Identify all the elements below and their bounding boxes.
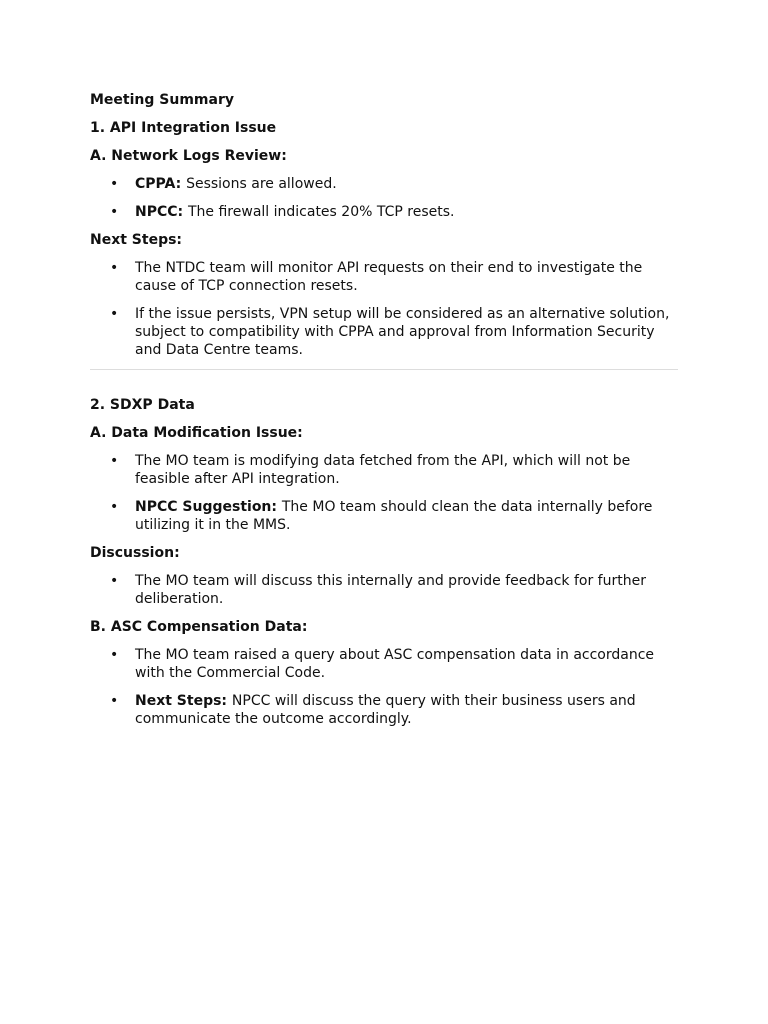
item-text: Sessions are allowed.	[186, 176, 337, 192]
list-item	[90, 259, 678, 295]
bullet-icon: •	[110, 499, 119, 515]
item-lead: CPPA:	[135, 176, 187, 192]
section-divider	[90, 369, 678, 370]
section-1-heading: 1. API Integration Issue	[90, 120, 277, 136]
list-item	[90, 498, 678, 534]
next-steps-heading: Next Steps:	[90, 232, 183, 248]
bullet-icon: •	[110, 204, 119, 220]
list-item	[90, 305, 678, 359]
list-item	[90, 646, 678, 682]
item-text: The firewall indicates 20% TCP resets.	[188, 204, 455, 220]
item-text: The MO team raised a query about ASC compensation data in accordance with the Commercial Code.	[135, 647, 655, 681]
list-item	[90, 572, 678, 608]
item-text: The MO team will discuss this internally and provide feedback for further deliberation.	[135, 573, 646, 607]
asc-compensation-heading: B. ASC Compensation Data:	[90, 619, 308, 635]
list-item	[90, 203, 678, 221]
discussion-heading: Discussion:	[90, 545, 180, 561]
next-steps-list	[90, 259, 678, 359]
section-2-heading: 2. SDXP Data	[90, 397, 195, 413]
discussion-list	[90, 572, 678, 608]
data-modification-heading: A. Data Modification Issue:	[90, 425, 303, 441]
list-item	[90, 452, 678, 488]
bullet-icon: •	[110, 573, 119, 589]
asc-compensation-list	[90, 646, 678, 728]
bullet-icon: •	[110, 693, 119, 709]
item-text: The NTDC team will monitor API requests on their end to investigate the cause of TCP connection resets.	[135, 260, 643, 294]
item-lead: NPCC Suggestion:	[135, 499, 282, 515]
bullet-icon: •	[110, 453, 119, 469]
item-text: The MO team is modifying data fetched from the API, which will not be feasible after API integration.	[135, 453, 631, 487]
document-page	[90, 91, 678, 738]
bullet-icon: •	[110, 306, 119, 322]
bullet-icon: •	[110, 176, 119, 192]
item-lead: Next Steps:	[135, 693, 232, 709]
network-logs-heading: A. Network Logs Review:	[90, 148, 287, 164]
bullet-icon: •	[110, 260, 119, 276]
item-text: NPCC will discuss the query with their business users and communicate the outcome accordingly.	[135, 693, 636, 727]
item-lead: NPCC:	[135, 204, 188, 220]
bullet-icon: •	[110, 647, 119, 663]
data-modification-list	[90, 452, 678, 534]
item-text: The MO team should clean the data internally before utilizing it in the MMS.	[135, 499, 653, 533]
list-item	[90, 175, 678, 193]
network-logs-list	[90, 175, 678, 221]
document-title: Meeting Summary	[90, 92, 234, 108]
item-text: If the issue persists, VPN setup will be considered as an alternative solution, subject to compatibility with CPPA and approval from Information Security and Data Centre teams.	[135, 306, 670, 358]
list-item	[90, 692, 678, 728]
